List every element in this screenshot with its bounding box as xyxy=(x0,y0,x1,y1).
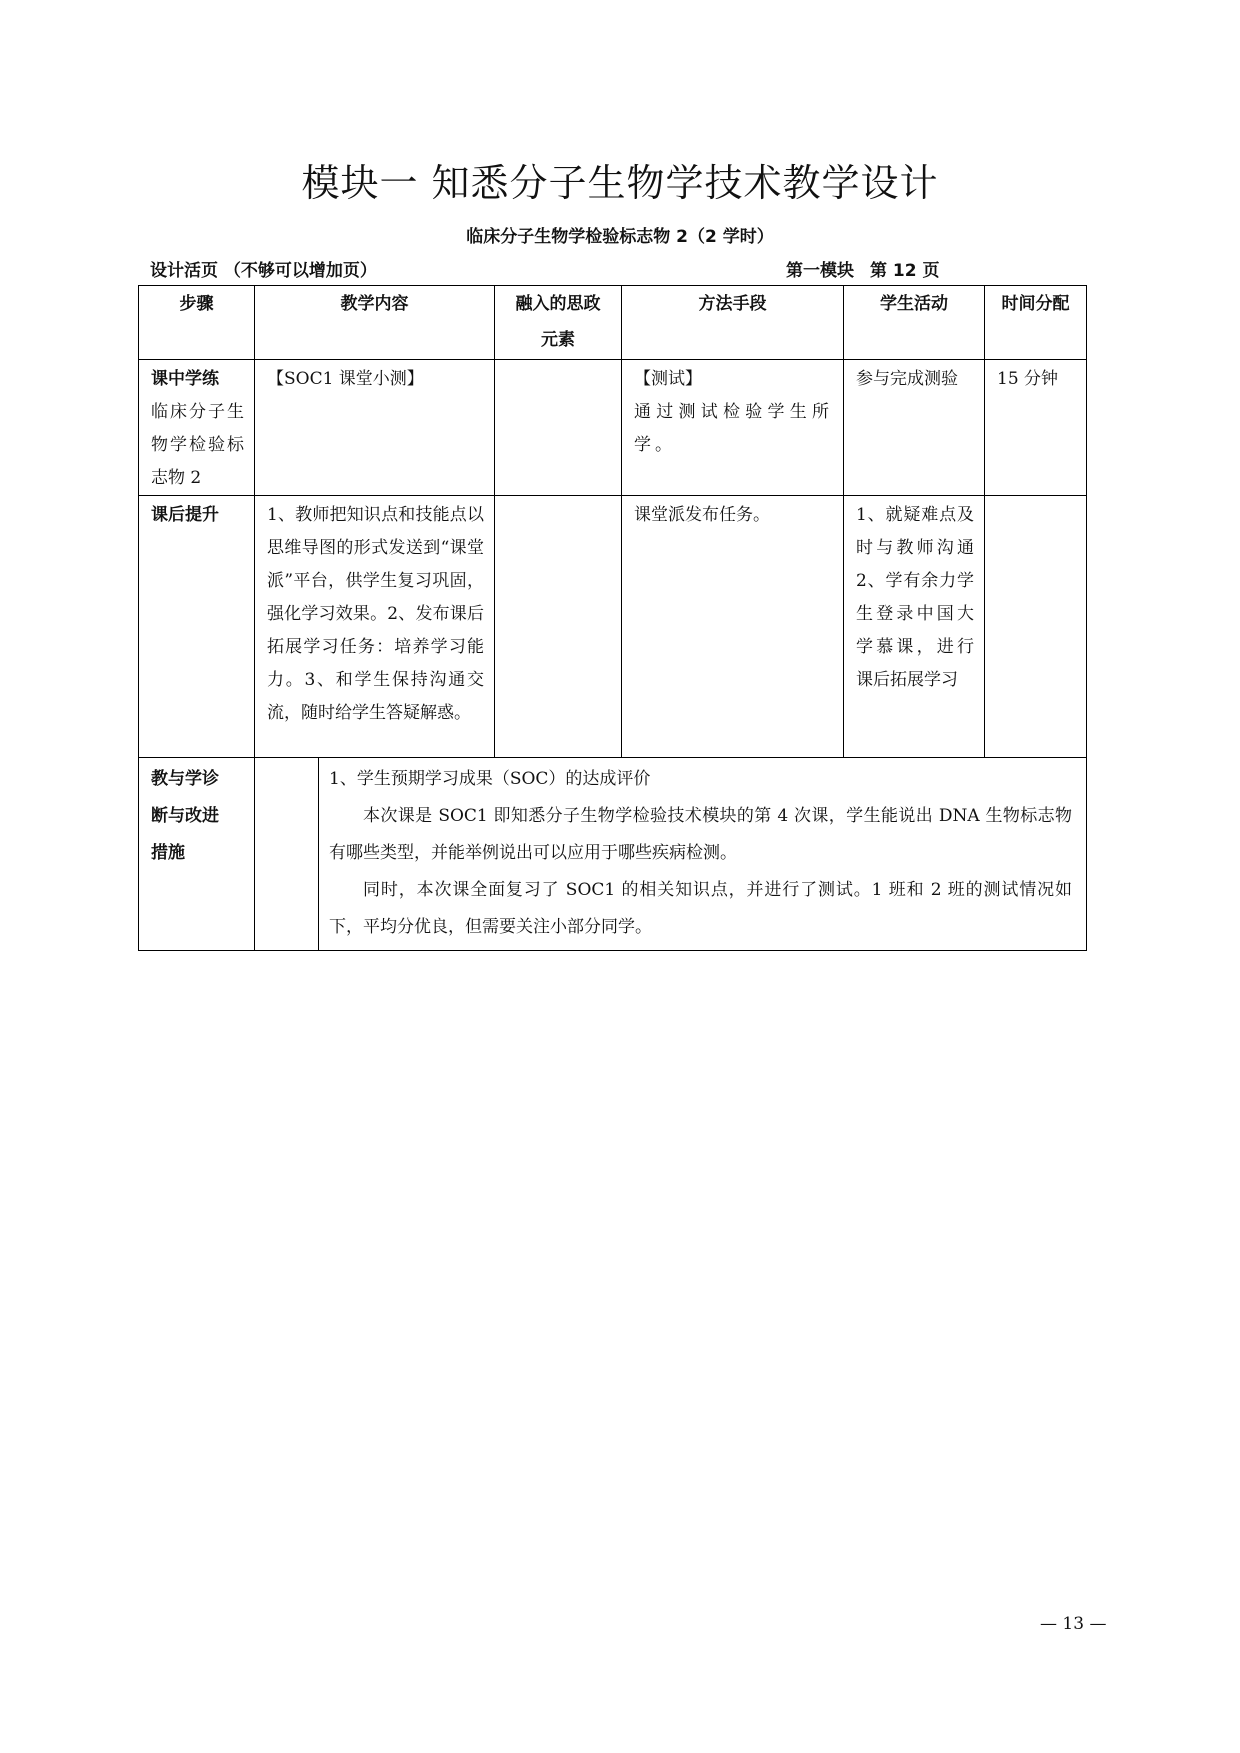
ideology-cell xyxy=(495,496,622,758)
header-right xyxy=(786,256,940,281)
module-label: 第一模块 xyxy=(786,261,854,281)
evaluation-label-cell xyxy=(139,758,255,951)
time-cell xyxy=(985,496,1087,758)
evaluation-content-cell xyxy=(319,758,1087,951)
method-cell xyxy=(622,360,844,496)
method-body: 通过测试检验学生所学。 xyxy=(634,402,833,455)
table-row xyxy=(139,360,1087,496)
evaluation-heading: 1、学生预期学习成果（SOC）的达成评价 xyxy=(329,769,651,789)
document-title: 模块一 知悉分子生物学技术教学设计 xyxy=(301,161,939,205)
header-left: 设计活页 （不够可以增加页） xyxy=(150,261,377,281)
evaluation-paragraph: 本次课是 SOC1 即知悉分子生物学检验技术模块的第 4 次课，学生能说出 DNA 生物标志物有哪些类型，并能举例说出可以应用于哪些疾病检测。 xyxy=(329,806,1072,863)
step-cell xyxy=(139,496,255,758)
time-text xyxy=(985,496,1086,499)
lesson-plan-table xyxy=(138,285,1087,951)
activity-text: 参与完成测验 xyxy=(856,369,958,389)
evaluation-empty-cell xyxy=(255,758,319,951)
method-cell xyxy=(622,496,844,758)
evaluation-label: 教与学诊断与改进措施 xyxy=(151,769,219,863)
table-header-row xyxy=(139,286,1087,360)
col-header-ideology: 融入的思政元素 xyxy=(495,286,622,360)
content-cell xyxy=(255,496,495,758)
activity-text: 1、就疑难点及时与教师沟通 2、学有余力学生登录中国大学慕课，进行课后拓展学习 xyxy=(856,505,974,690)
activity-cell xyxy=(844,360,985,496)
step-title: 课中学练 xyxy=(151,369,219,389)
content-cell xyxy=(255,360,495,496)
step-body: 临床分子生物学检验标志物 2 xyxy=(151,402,244,488)
evaluation-row xyxy=(139,758,1087,951)
method-body: 课堂派发布任务。 xyxy=(634,505,770,525)
step-title: 课后提升 xyxy=(151,505,219,525)
time-cell xyxy=(985,360,1087,496)
col-header-time: 时间分配 xyxy=(985,286,1087,360)
page-number: — 13 — xyxy=(1040,1614,1107,1634)
ideology-text xyxy=(495,360,621,363)
step-cell xyxy=(139,360,255,496)
method-title: 【测试】 xyxy=(634,369,702,389)
ideology-text xyxy=(495,496,621,499)
col-header-activity: 学生活动 xyxy=(844,286,985,360)
document-subtitle: 临床分子生物学检验标志物 2（2 学时） xyxy=(466,227,774,247)
page-label: 第 12 页 xyxy=(870,261,940,281)
content-text: 【SOC1 课堂小测】 xyxy=(267,369,424,389)
time-text: 15 分钟 xyxy=(997,369,1059,389)
ideology-cell xyxy=(495,360,622,496)
activity-cell xyxy=(844,496,985,758)
evaluation-paragraph: 同时，本次课全面复习了 SOC1 的相关知识点，并进行了测试。1 班和 2 班的测试情况如下，平均分优良，但需要关注小部分同学。 xyxy=(329,880,1072,937)
content-text: 1、教师把知识点和技能点以思维导图的形式发送到“课堂派”平台，供学生复习巩固，强化学习效果。2、发布课后拓展学习任务：培养学习能力。3、和学生保持沟通交流，随时给学生答疑解惑。 xyxy=(267,505,484,723)
col-header-content: 教学内容 xyxy=(255,286,495,360)
table-row xyxy=(139,496,1087,758)
col-header-step: 步骤 xyxy=(139,286,255,360)
col-header-method: 方法手段 xyxy=(622,286,844,360)
